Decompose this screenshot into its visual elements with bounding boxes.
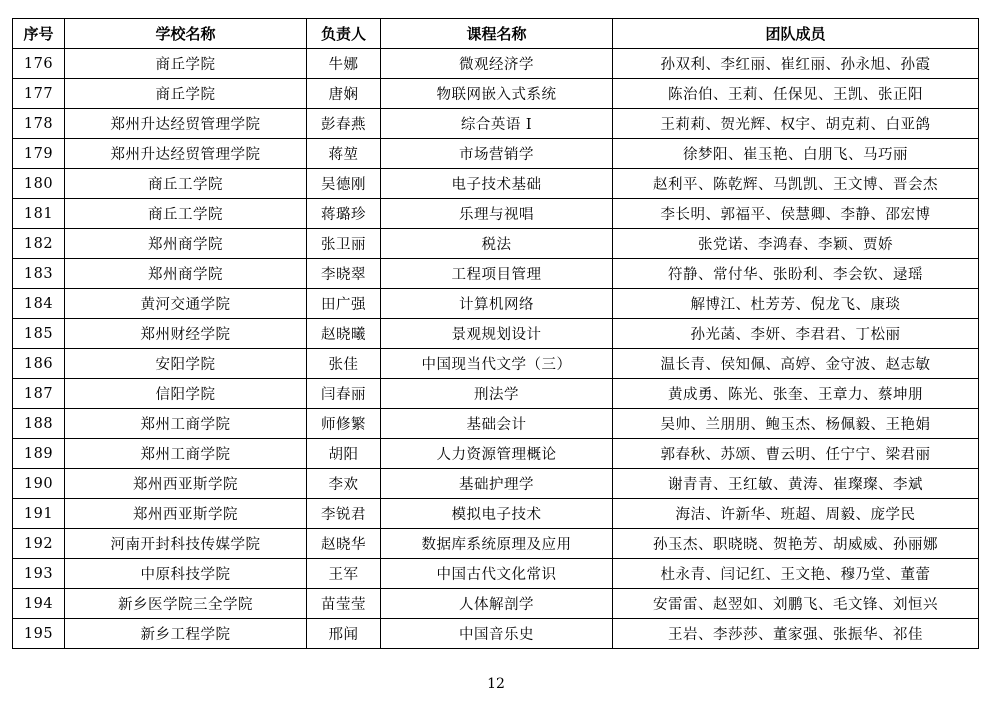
cell-lead: 吴德刚: [307, 169, 381, 199]
cell-school: 商丘工学院: [65, 169, 307, 199]
cell-course: 税法: [381, 229, 613, 259]
cell-course: 计算机网络: [381, 289, 613, 319]
cell-serial: 180: [13, 169, 65, 199]
cell-serial: 193: [13, 559, 65, 589]
table-row: [13, 559, 979, 589]
table-row: [13, 469, 979, 499]
table-row: [13, 379, 979, 409]
cell-lead: 张佳: [307, 349, 381, 379]
cell-school: 郑州工商学院: [65, 439, 307, 469]
cell-course: 微观经济学: [381, 49, 613, 79]
table-row: [13, 79, 979, 109]
cell-serial: 194: [13, 589, 65, 619]
header-lead: 负责人: [307, 19, 381, 49]
cell-school: 新乡医学院三全学院: [65, 589, 307, 619]
cell-members: 张党诺、李鸿春、李颖、贾娇: [613, 229, 979, 259]
cell-school: 郑州财经学院: [65, 319, 307, 349]
cell-school: 河南开封科技传媒学院: [65, 529, 307, 559]
cell-lead: 张卫丽: [307, 229, 381, 259]
cell-lead: 李欢: [307, 469, 381, 499]
cell-serial: 181: [13, 199, 65, 229]
table-row: [13, 109, 979, 139]
cell-members: 黄成勇、陈光、张奎、王章力、蔡坤朋: [613, 379, 979, 409]
cell-school: 郑州升达经贸管理学院: [65, 139, 307, 169]
cell-members: 孙玉杰、职晓晓、贺艳芳、胡威威、孙丽娜: [613, 529, 979, 559]
table-row: [13, 289, 979, 319]
cell-course: 模拟电子技术: [381, 499, 613, 529]
header-school: 学校名称: [65, 19, 307, 49]
header-members: 团队成员: [613, 19, 979, 49]
cell-members: 杜永青、闫记红、王文艳、穆乃堂、董蕾: [613, 559, 979, 589]
cell-members: 安雷雷、赵翌如、刘鹏飞、毛文锋、刘恒兴: [613, 589, 979, 619]
cell-serial: 182: [13, 229, 65, 259]
table-body: [13, 49, 979, 649]
cell-course: 物联网嵌入式系统: [381, 79, 613, 109]
table-row: [13, 349, 979, 379]
cell-course: 中国古代文化常识: [381, 559, 613, 589]
cell-lead: 李晓翠: [307, 259, 381, 289]
cell-course: 基础护理学: [381, 469, 613, 499]
cell-lead: 田广强: [307, 289, 381, 319]
cell-school: 新乡工程学院: [65, 619, 307, 649]
cell-serial: 192: [13, 529, 65, 559]
cell-school: 商丘工学院: [65, 199, 307, 229]
cell-members: 海洁、许新华、班超、周毅、庞学民: [613, 499, 979, 529]
table-row: [13, 619, 979, 649]
page-number: 12: [487, 676, 505, 692]
cell-members: 陈治伯、王莉、任保见、王凯、张正阳: [613, 79, 979, 109]
cell-course: 人力资源管理概论: [381, 439, 613, 469]
cell-serial: 186: [13, 349, 65, 379]
cell-course: 中国音乐史: [381, 619, 613, 649]
table-row: [13, 499, 979, 529]
table-row: [13, 229, 979, 259]
cell-course: 人体解剖学: [381, 589, 613, 619]
table-row: [13, 409, 979, 439]
cell-members: 孙双利、李红丽、崔红丽、孙永旭、孙霞: [613, 49, 979, 79]
cell-lead: 赵晓曦: [307, 319, 381, 349]
cell-lead: 彭春燕: [307, 109, 381, 139]
cell-school: 郑州工商学院: [65, 409, 307, 439]
cell-course: 综合英语 I: [381, 109, 613, 139]
cell-school: 郑州商学院: [65, 259, 307, 289]
cell-course: 工程项目管理: [381, 259, 613, 289]
cell-lead: 唐娴: [307, 79, 381, 109]
cell-school: 郑州西亚斯学院: [65, 469, 307, 499]
cell-course: 乐理与视唱: [381, 199, 613, 229]
cell-members: 王莉莉、贺光辉、权宇、胡克莉、白亚鸽: [613, 109, 979, 139]
cell-lead: 胡阳: [307, 439, 381, 469]
cell-school: 郑州西亚斯学院: [65, 499, 307, 529]
cell-serial: 195: [13, 619, 65, 649]
cell-lead: 王军: [307, 559, 381, 589]
cell-members: 孙光菡、李妍、李君君、丁松丽: [613, 319, 979, 349]
cell-serial: 189: [13, 439, 65, 469]
cell-lead: 苗莹莹: [307, 589, 381, 619]
cell-school: 安阳学院: [65, 349, 307, 379]
cell-members: 温长青、侯知佩、高婷、金守波、赵志敏: [613, 349, 979, 379]
cell-serial: 190: [13, 469, 65, 499]
cell-serial: 183: [13, 259, 65, 289]
table-row: [13, 259, 979, 289]
table-row: [13, 589, 979, 619]
header-serial: 序号: [13, 19, 65, 49]
cell-members: 徐梦阳、崔玉艳、白朋飞、马巧丽: [613, 139, 979, 169]
cell-course: 景观规划设计: [381, 319, 613, 349]
cell-serial: 177: [13, 79, 65, 109]
cell-lead: 牛娜: [307, 49, 381, 79]
cell-members: 赵利平、陈乾辉、马凯凯、王文博、晋会杰: [613, 169, 979, 199]
cell-members: 谢青青、王红敏、黄涛、崔璨璨、李斌: [613, 469, 979, 499]
table-row: [13, 49, 979, 79]
cell-serial: 191: [13, 499, 65, 529]
cell-serial: 185: [13, 319, 65, 349]
cell-members: 王岩、李莎莎、董家强、张振华、祁佳: [613, 619, 979, 649]
cell-lead: 邢闻: [307, 619, 381, 649]
cell-serial: 179: [13, 139, 65, 169]
cell-course: 市场营销学: [381, 139, 613, 169]
header-course: 课程名称: [381, 19, 613, 49]
course-team-table: [12, 18, 979, 649]
cell-lead: 蒋堃: [307, 139, 381, 169]
cell-school: 郑州升达经贸管理学院: [65, 109, 307, 139]
cell-members: 解博江、杜芳芳、倪龙飞、康琰: [613, 289, 979, 319]
table-row: [13, 139, 979, 169]
cell-members: 郭春秋、苏颂、曹云明、任宁宁、梁君丽: [613, 439, 979, 469]
cell-school: 商丘学院: [65, 79, 307, 109]
cell-serial: 187: [13, 379, 65, 409]
cell-course: 刑法学: [381, 379, 613, 409]
table-row: [13, 169, 979, 199]
cell-school: 黄河交通学院: [65, 289, 307, 319]
table-header-row: [13, 19, 979, 49]
cell-members: 符静、常付华、张盼利、李会钦、逯瑶: [613, 259, 979, 289]
cell-serial: 178: [13, 109, 65, 139]
cell-school: 中原科技学院: [65, 559, 307, 589]
cell-course: 数据库系统原理及应用: [381, 529, 613, 559]
cell-lead: 赵晓华: [307, 529, 381, 559]
table-row: [13, 319, 979, 349]
cell-course: 中国现当代文学（三）: [381, 349, 613, 379]
cell-lead: 师修繁: [307, 409, 381, 439]
cell-serial: 176: [13, 49, 65, 79]
table-row: [13, 439, 979, 469]
cell-serial: 188: [13, 409, 65, 439]
cell-lead: 闫春丽: [307, 379, 381, 409]
table-row: [13, 199, 979, 229]
cell-school: 信阳学院: [65, 379, 307, 409]
cell-lead: 蒋璐珍: [307, 199, 381, 229]
cell-members: 吴帅、兰朋朋、鲍玉杰、杨佩毅、王艳娟: [613, 409, 979, 439]
cell-course: 基础会计: [381, 409, 613, 439]
cell-course: 电子技术基础: [381, 169, 613, 199]
cell-school: 郑州商学院: [65, 229, 307, 259]
cell-school: 商丘学院: [65, 49, 307, 79]
cell-members: 李长明、郭福平、侯慧卿、李静、邵宏博: [613, 199, 979, 229]
cell-lead: 李锐君: [307, 499, 381, 529]
table-row: [13, 529, 979, 559]
cell-serial: 184: [13, 289, 65, 319]
